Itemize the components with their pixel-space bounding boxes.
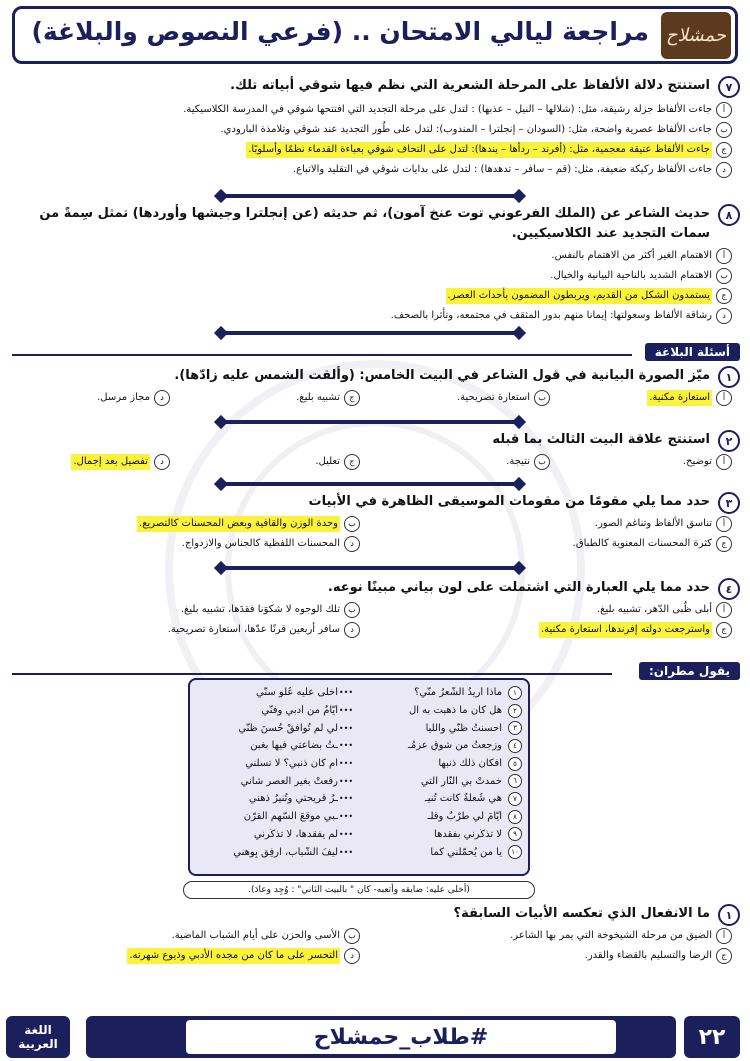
section-divider [220, 566, 520, 570]
option-text-correct: واسترجعت دولته إفرندها، استعارة مكنية. [539, 622, 712, 638]
verse-second-half: لي لم تُوافقْ حُسنَ ظنّي [238, 722, 338, 734]
section-rule [12, 354, 632, 356]
option-b[interactable] [506, 454, 550, 470]
option-text: مجاز مرسل. [97, 392, 150, 403]
option-c[interactable] [539, 622, 732, 638]
question-number: ٣ [718, 492, 740, 514]
option-letter: د [716, 162, 732, 178]
option-b[interactable] [221, 122, 733, 138]
option-letter: ب [716, 122, 732, 138]
verse-number: ٩ [508, 827, 522, 841]
option-text: تشبيه بليغ. [296, 392, 340, 403]
verse-first-half: أيّامَ لي طرْبٌ وقلـ [427, 811, 502, 823]
option-text: جاءت الألفاظ ركيكة ضعيفة، مثل: (قم – سافر – تدهدها) : لتدل على بدايات شوقي في التقليد والاتباع. [292, 164, 712, 175]
option-a[interactable] [647, 390, 732, 406]
option-letter: د [344, 622, 360, 638]
verse-first-half: هل كان ما ذهبت به ال [408, 705, 502, 717]
verse-first-half: هي شُعلةٌ كانت تُنيـ [424, 793, 502, 805]
poem-verse [196, 684, 522, 702]
option-text-correct: جاءت الألفاظ عتيقة معجمية، مثل: (أفرند – ردأها – يندها): لتدل على التحاف شوقي بعباءة القدماء نظمًا وأسلوبًا. [246, 142, 712, 158]
poem-glossary: (أخلى عليه: ضايقه وأتعبه- كان " بالبيت الثاني" : وُجِد وعادَ). [183, 881, 535, 899]
page-number: ٢٢ [684, 1016, 740, 1058]
verse-separator: ••• [338, 776, 354, 786]
option-d[interactable] [391, 308, 732, 324]
option-letter: ب [534, 454, 550, 470]
option-letter: ب [344, 602, 360, 618]
verse-separator: ••• [338, 759, 354, 769]
option-text: تعليل. [315, 456, 340, 467]
verse-number: ٦ [508, 774, 522, 788]
verse-number: ٤ [508, 739, 522, 753]
verse-second-half: ـتُ بضاعتي فيها بغبنِ [250, 740, 338, 752]
verse-separator: ••• [338, 706, 354, 716]
option-letter: أ [716, 454, 732, 470]
verse-number: ١ [508, 686, 522, 700]
section-divider [220, 420, 520, 424]
poem-verse [196, 826, 522, 844]
option-text: تلك الوجوه لا شكوَنا فقدَها، تشبيه بليغ. [180, 604, 340, 615]
option-letter: ج [716, 622, 732, 638]
option-a[interactable] [183, 102, 732, 118]
option-letter: أ [716, 516, 732, 532]
verse-separator: ••• [338, 723, 354, 733]
option-d[interactable] [97, 390, 170, 406]
verse-first-half: لا تذكُرني بفقدها [434, 828, 502, 840]
verse-second-half: ليفَ الشّباب، ارفِق بِوهني [233, 846, 338, 858]
question-text: حديث الشاعر عن (الملك الفرعوني توت عنخ آمون)، ثم حديثه (عن إنجلترا وجيشها وأوردها) تمثل سِمةً من سمات التجديد عند الكلاسيكيين. [39, 206, 710, 241]
option-text: الاهتمام الغير أكثر من الاهتمام بالنفس. [551, 250, 712, 261]
question-text: استنتج علاقة البيت الثالث بما قبله [492, 432, 710, 447]
option-text: سافر أربعين قرنًا عدّها، استعارة تصريحية. [167, 624, 340, 635]
option-text: جاءت الألفاظ عصرية واضحة، مثل: (السودان – إنجلترا – المندوب): لتدل على طُور التجديد عند شوقي وتلامذة البارودي. [220, 124, 712, 135]
verse-separator: ••• [338, 812, 354, 822]
verse-number: ٥ [508, 757, 522, 771]
option-b[interactable] [550, 268, 732, 284]
section-tag-mutran: يقول مطران: [639, 662, 740, 680]
option-d[interactable] [293, 162, 732, 178]
option-c[interactable] [246, 142, 732, 158]
poem-verse [196, 755, 522, 773]
option-text: توضيح. [682, 456, 712, 467]
option-a[interactable] [595, 516, 732, 532]
option-c[interactable] [446, 288, 732, 304]
option-letter: ج [716, 948, 732, 964]
option-c[interactable] [573, 536, 732, 552]
option-letter: ج [344, 390, 360, 406]
option-text-correct: يستمدون الشكل من القديم، ويربطون المضمون بأحداث العصر. [446, 288, 712, 304]
poem-verse [196, 719, 522, 737]
option-letter: أ [716, 390, 732, 406]
option-d[interactable] [182, 536, 360, 552]
verse-second-half: لم يفقدها، لا تذكُرني [253, 828, 338, 840]
option-letter: أ [716, 602, 732, 618]
verse-first-half: خمدتْ بي النّار التي [420, 775, 502, 787]
verse-second-half: ـرُ قريحتي وتُنيرُ ذهني [248, 793, 338, 805]
option-text: الرضا والتسليم بالقضاء والقدر. [584, 950, 712, 961]
question-text: حدد مما يلي مقومًا من مقومات الموسيقى الظاهرة في الأبيات [308, 494, 710, 509]
option-text: استعارة تصريحية. [456, 392, 530, 403]
option-text-correct: تفصيل بعد إجمال. [71, 454, 150, 470]
option-text: جاءت الألفاظ جزلة رشيقة، مثل: (شلالها – النيل – عذبها) : لتدل على مرحلة التجديد التي افتتحها شوقي في المدرسة الكلاسيكية. [183, 104, 712, 115]
option-a[interactable] [683, 454, 732, 470]
poem-verse [196, 790, 522, 808]
footer-bar [86, 1016, 676, 1058]
option-letter: ج [716, 142, 732, 158]
option-text: نتيجة. [506, 456, 530, 467]
subject-badge [6, 1016, 70, 1058]
option-letter: ج [344, 454, 360, 470]
balagha-question-1 [10, 366, 740, 416]
option-text: رشاقة الألفاظ وسعولتها: إيمانا منهم بدور المثقف في مجتمعه، وتأثرا بالصحف. [390, 310, 712, 321]
verse-number: ٧ [508, 792, 522, 806]
option-letter: ب [344, 928, 360, 944]
verse-second-half: رفعتْ بغير العصر شاني [240, 775, 338, 787]
option-c[interactable] [585, 948, 732, 964]
question-number: ١ [718, 366, 740, 388]
option-letter: ج [716, 536, 732, 552]
option-letter: ب [716, 268, 732, 284]
option-text: المحسنات اللفظية كالجناس والازدواج. [181, 538, 340, 549]
question-text: ما الانفعال الذي تعكسه الأبيات السابقة؟ [453, 906, 710, 921]
section-tag-balagha: أسئلة البلاغة [645, 343, 740, 361]
subject-line-2: العربية [18, 1037, 58, 1051]
option-text: الاهتمام الشديد بالناحية البيانية والخيال. [550, 270, 712, 281]
option-c[interactable] [296, 390, 360, 406]
question-text: استنتج دلالة الألفاظ على المرحلة الشعرية التي نظم فيها شوقي أبياته تلك. [230, 78, 710, 93]
option-text: كثرة المحسنات المعنوية كالطباق. [572, 538, 712, 549]
option-b[interactable] [172, 928, 360, 944]
balagha-question-4 [10, 578, 740, 648]
option-text-correct: التحسر على ما كان من مجده الأدبي وذيوع شهرته. [127, 948, 340, 964]
option-letter: د [344, 536, 360, 552]
verse-number: ١٠ [508, 845, 522, 859]
question-text: ميّز الصورة البيانية في قول الشاعر في البيت الخامس: (وألقت الشمس عليه زادّها). [174, 368, 710, 383]
option-letter: د [154, 454, 170, 470]
question-7 [10, 76, 740, 186]
option-text: الأسى والحزن على أيام الشباب الماضية. [171, 930, 340, 941]
subject-line-1: اللغة [24, 1023, 52, 1037]
option-letter: ب [344, 516, 360, 532]
option-b[interactable] [137, 516, 360, 532]
verse-number: ٣ [508, 721, 522, 735]
poem-verse [196, 737, 522, 755]
verse-first-half: أحسنتُ ظنّي والليا [425, 722, 502, 734]
option-letter: أ [716, 102, 732, 118]
verse-second-half: أيّامُ من أدبي وفنّي [261, 705, 338, 717]
verse-separator: ••• [338, 794, 354, 804]
question-number: ٨ [718, 204, 740, 226]
option-d[interactable] [127, 948, 360, 964]
balagha-question-2 [10, 430, 740, 480]
verse-first-half: أفكان ذلك ذنبها [438, 758, 502, 770]
poem-verse [196, 772, 522, 790]
question-text: حدد مما يلي العبارة التي اشتملت على لون بياني مبينًا نوعه. [327, 580, 710, 595]
page-header [12, 6, 738, 64]
mutran-question-1 [10, 904, 740, 974]
option-a[interactable] [551, 248, 732, 264]
verse-second-half: أم كان ذنبي؟ لا تسلني [245, 758, 338, 770]
option-letter: ب [534, 390, 550, 406]
verse-first-half: وزجعتُ من شوقٍ عزمُـ [407, 740, 502, 752]
verse-second-half: أخلى عليه عُلّو سنّي [256, 687, 338, 699]
option-d[interactable] [71, 454, 170, 470]
option-text-correct: استعارة مكنية. [647, 390, 712, 406]
question-number: ٢ [718, 430, 740, 452]
verse-number: ٢ [508, 704, 522, 718]
verse-number: ٨ [508, 810, 522, 824]
verse-first-half: يا من يُحمّلني كما [430, 846, 502, 858]
verse-second-half: ـبي موقعَ السّهم القرّن [243, 811, 338, 823]
option-letter: أ [716, 248, 732, 264]
verse-separator: ••• [338, 829, 354, 839]
section-divider [220, 482, 520, 486]
option-b[interactable] [457, 390, 550, 406]
option-text-correct: وحدة الوزن والقافية وبعض المحسنات كالتصريع. [137, 516, 340, 532]
poem-verse [196, 843, 522, 861]
option-text: الضيق من مرحلة الشيخوخة التي يمر بها الشاعر. [510, 930, 712, 941]
option-d[interactable] [168, 622, 360, 638]
page-title: مراجعة ليالي الامتحان .. (فرعي النصوص والبلاغة) [31, 17, 649, 46]
question-8 [10, 204, 740, 324]
option-letter: ج [716, 288, 732, 304]
section-divider [220, 194, 520, 198]
poem-box [188, 678, 530, 876]
option-a[interactable] [510, 928, 732, 944]
section-divider [220, 331, 520, 335]
option-letter: د [716, 308, 732, 324]
poem-verse [196, 702, 522, 720]
brand-logo: حمشلاح [661, 12, 731, 59]
footer-hashtag: #طلاب_حمشلاح [186, 1020, 616, 1054]
option-letter: د [344, 948, 360, 964]
verse-separator: ••• [338, 847, 354, 857]
option-b[interactable] [181, 602, 360, 618]
balagha-question-3 [10, 492, 740, 562]
section-rule [12, 673, 612, 675]
question-number: ٧ [718, 76, 740, 98]
option-text: تناسق الألفاظ وتناغم الصور. [594, 518, 712, 529]
option-c[interactable] [315, 454, 360, 470]
verse-separator: ••• [338, 688, 354, 698]
question-number: ١ [718, 904, 740, 926]
verse-first-half: ماذا أريدُ الشّعرُ منّي؟ [414, 687, 502, 699]
poem-verse [196, 808, 522, 826]
option-text: أبلى ظُبى الدّهر، تشبيه بليغ. [596, 604, 712, 615]
verse-separator: ••• [338, 741, 354, 751]
option-a[interactable] [597, 602, 732, 618]
option-letter: د [154, 390, 170, 406]
question-number: ٤ [718, 578, 740, 600]
option-letter: أ [716, 928, 732, 944]
